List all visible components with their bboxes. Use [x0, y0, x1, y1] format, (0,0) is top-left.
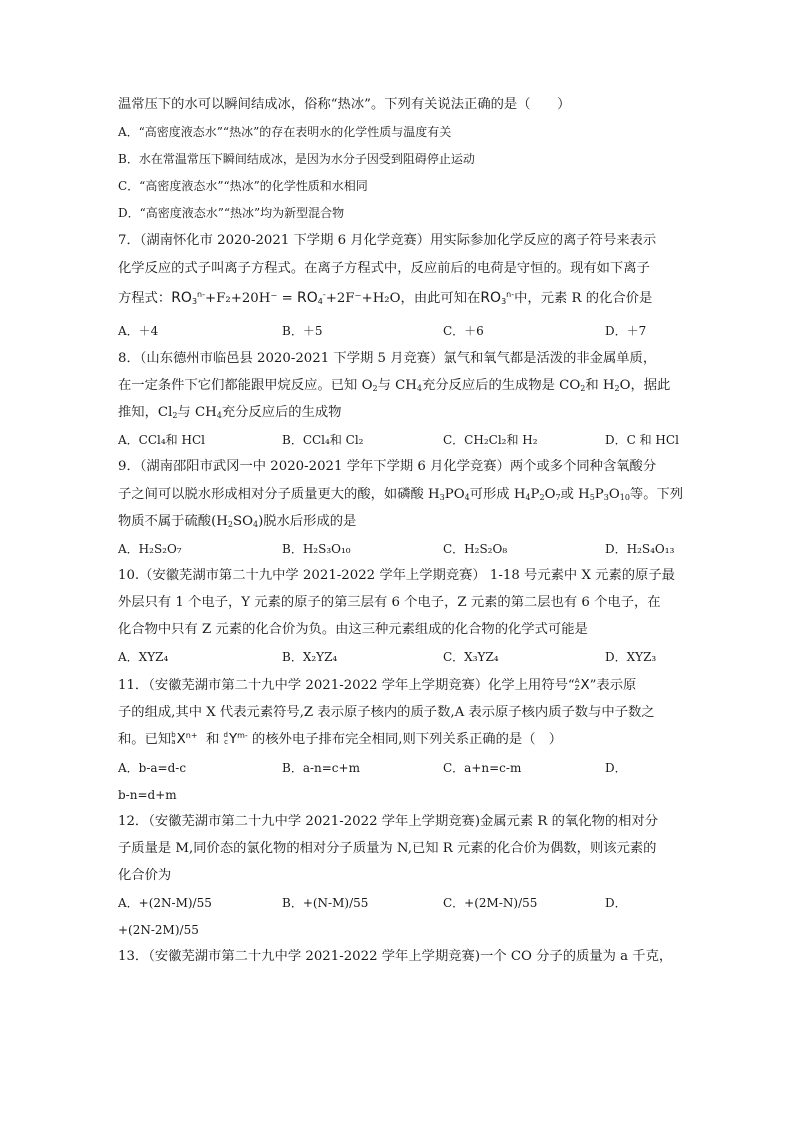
- q6-option-b: B．水在常温常压下瞬间结成冰，是因为水分子因受到阻碍停止运动: [118, 152, 475, 166]
- q8-option-c: C．CH₂Cl₂和 H₂: [443, 433, 538, 447]
- q8-option-a: A．CCl₄和 HCl: [118, 433, 205, 447]
- q11-line1: 11．（安徽芜湖市第二十九中学 2021-2022 学年上学期竞赛）化学上用符号“A ZX”表示原: [118, 677, 637, 693]
- nuclide-symbol-azx: A ZX: [574, 677, 590, 693]
- q12-line2: 子质量是 M,同价态的氯化物的相对分子质量为 N,已知 R 元素的化合价为偶数，则该元素的: [118, 841, 657, 856]
- q12-option-c: C．+(2M-N)/55: [443, 896, 538, 910]
- ro3-ion-formula-2: $RO_3^{n-}$: [480, 290, 515, 306]
- q11-option-b: B．a-n=c+m: [282, 761, 360, 775]
- q9-line1: 9．（湖南邵阳市武冈一中 2020-2021 学年下学期 6 月化学竞赛）两个或多个同种含氧酸分: [118, 459, 657, 474]
- q7-line1: 7．（湖南怀化市 2020-2021 下学期 6 月化学竞赛）用实际参加化学反应的离子符号来表示: [118, 233, 657, 248]
- q8-line3: 推知，$Cl_2$与 $CH_4$充分反应后的生成物: [118, 405, 342, 420]
- q9-line2: 子之间可以脱水形成相对分子质量更大的酸，如磷酸 $H_3PO_4$可形成 $H_4P_2O_7$或 $H_5P_3O_{10}$等。下列: [118, 487, 684, 502]
- q12-line1: 12．（安徽芜湖市第二十九中学 2021-2022 学年上学期竞赛)金属元素 R 的氧化物的相对分: [118, 814, 659, 829]
- q9-option-d: D．H₂S₄O₁₃: [605, 542, 675, 556]
- ro4-ion-formula: $RO_4^-$: [296, 290, 326, 306]
- q7-option-a: A．＋4: [118, 324, 159, 338]
- q10-option-b: B．X₂YZ₄: [282, 650, 338, 664]
- q8-line1: 8．（山东德州市临邑县 2020-2021 下学期 5 月竞赛）氯气和氧气都是活泼的非金属单质，: [118, 351, 657, 366]
- q7-equation: 方程式：$RO_3^{n-}+F_2+20H^- = RO_4^-+2F^-+H_2O$，由此可知在$RO_3^{n-}$中，元素 R 的化合价是: [118, 290, 653, 306]
- q11-line3: 和。已知b $aX^{n+}$ 和 d $cY^{m-}$ 的核外电子排布完全相同,则下列关系正确的是（ ）: [118, 731, 563, 747]
- q9-line3: 物质不属于硫酸$(H_2SO_4)$脱水后形成的是: [118, 514, 357, 529]
- q7-option-b: B．＋5: [282, 324, 323, 338]
- q10-option-d: D．XYZ₃: [605, 650, 657, 664]
- q9-option-c: C．H₂S₂O₈: [443, 542, 508, 556]
- q11-line2: 子的组成,其中 X 代表元素符号,Z 表示原子核内的质子数,A 表示原子核内质子数与中子数之: [118, 705, 655, 720]
- q7-option-c: C．＋6: [443, 324, 484, 338]
- q10-option-c: C．X₃YZ₄: [443, 650, 499, 664]
- q11-option-d: D．: [605, 761, 627, 775]
- q9-option-a: A．H₂S₂O₇: [118, 542, 182, 556]
- q12-line3: 化合价为: [118, 868, 172, 883]
- nuclide-symbol-x: b $aX^{n+}$: [171, 731, 198, 747]
- q10-option-a: A．XYZ₄: [118, 650, 169, 664]
- q11-option-a: A．b-a=d-c: [118, 761, 187, 775]
- q12-option-d: D．: [605, 896, 627, 910]
- q8-option-b: B．CCl₄和 Cl₂: [282, 433, 364, 447]
- q8-option-d: D．C 和 HCl: [605, 433, 679, 447]
- q6-option-a: A．“高密度液态水”“热冰”的存在表明水的化学性质与温度有关: [118, 125, 452, 139]
- q12-option-b: B．+(N-M)/55: [282, 896, 369, 910]
- q11-option-c: C．a+n=c-m: [443, 761, 522, 775]
- q10-line3: 化合物中只有 Z 元素的化合价为负。由这三种元素组成的化合物的化学式可能是: [118, 622, 588, 637]
- q10-line1: 10.（安徽芜湖市第二十九中学 2021-2022 学年上学期竞赛） 1-18 号元素中 X 元素的原子最: [118, 568, 675, 583]
- q12-option-d-value: +(2N-2M)/55: [118, 923, 199, 937]
- q9-option-b: B．H₂S₃O₁₀: [282, 542, 351, 556]
- q10-line2: 外层只有 1 个电子，Y 元素的原子的第三层有 6 个电子，Z 元素的第二层也有 6 个电子，在: [118, 595, 661, 610]
- q7-option-d: D．＋7: [605, 324, 647, 338]
- q7-line2: 化学反应的式子叫离子方程式。在离子方程式中，反应前后的电荷是守恒的。现有如下离子: [118, 261, 650, 276]
- ro3-ion-formula: $RO_3^{n-}$: [171, 290, 205, 306]
- q13-line1: 13．（安徽芜湖市第二十九中学 2021-2022 学年上学期竞赛)一个 CO 分子的质量为 a 千克，: [118, 949, 673, 964]
- q6-option-d: D．“高密度液态水”“热冰”均为新型混合物: [118, 206, 345, 220]
- q6-stem: 温常压下的水可以瞬间结成冰，俗称“热冰”。下列有关说法正确的是（ ）: [118, 97, 571, 112]
- q8-line2: 在一定条件下它们都能跟甲烷反应。已知 $O_2$与 $CH_4$充分反应后的生成物是 $CO_2$和 $H_2O$，据此: [118, 378, 671, 393]
- nuclide-symbol-y: d $cY^{m-}$: [223, 731, 248, 747]
- q11-option-d-value: b-n=d+m: [118, 788, 177, 802]
- q6-option-c: C．“高密度液态水”“热冰”的化学性质和水相同: [118, 179, 368, 193]
- q12-option-a: A．+(2N-M)/55: [118, 896, 212, 910]
